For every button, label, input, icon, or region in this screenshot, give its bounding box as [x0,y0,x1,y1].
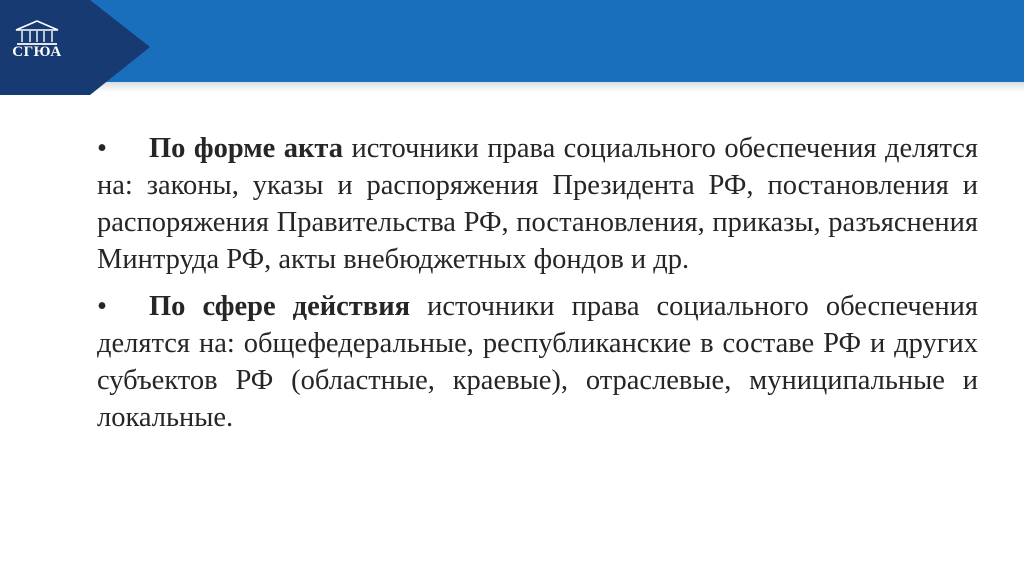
list-item [97,288,978,436]
term-heading: По форме акта [149,133,344,164]
bullet-marker: • [97,133,107,164]
bullet-marker: • [97,291,107,322]
header-shadow [0,82,1024,92]
header-bar [0,0,1024,82]
building-emblem-icon [14,20,60,46]
item-text: источники права социального обеспечения делятся на: законы, указы и распоряжения Президента РФ, постановления и распоряжения Правительства РФ, постановления, приказы, разъяснения Минтруда РФ, акты внебюджетных фондов и др. [97,133,979,275]
term-heading: По сфере действия [149,291,411,322]
item-text: источники права социального обеспечения делятся на: общефедеральные, республиканские в составе РФ и других субъектов РФ (областные, краевые), отраслевые, муниципальные и локальные. [97,291,978,433]
list-item [97,130,978,278]
slide-content [97,130,978,446]
logo-text: СГЮА [12,44,62,60]
